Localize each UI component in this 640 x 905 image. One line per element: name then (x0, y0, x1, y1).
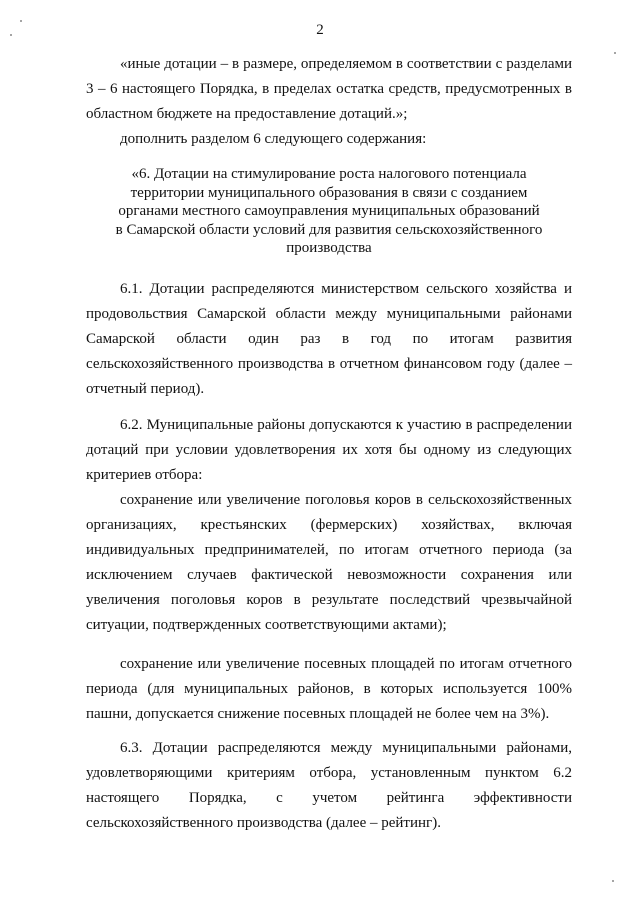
section-heading-line: органами местного самоуправления муниципальных образований (118, 203, 540, 219)
paragraph-6-1: 6.1. Дотации распределяются министерством сельского хозяйства и продовольствия Самарской области между муниципальными районами Самарской области один раз в год по итогам развития сельскохозяйственного производства в отчетном финансовом году (далее – отчетный период). (86, 281, 572, 397)
section-heading-line: «6. Дотации на стимулирование роста налогового потенциала (131, 166, 527, 182)
scan-speck (614, 52, 616, 54)
paragraph-other-subsidies: «иные дотации – в размере, определяемом в соответствии с разделами 3 – 6 настоящего Порядка, в пределах остатка средств, предусмотренных в областном бюджете на предоставление дотаций.»; (86, 56, 572, 122)
paragraph-6-3: 6.3. Дотации распределяются между муниципальными районами, удовлетворяющими критериям отбора, установленным пунктом 6.2 настоящего Порядка, с учетом рейтинга эффективности сельскохозяйственного производства (далее – рейтинг). (86, 740, 572, 831)
paragraph-6-2: 6.2. Муниципальные районы допускаются к участию в распределении дотаций при условии удовлетворения их хотя бы одному из следующих критериев отбора: (86, 417, 572, 483)
page-number: 2 (316, 22, 324, 38)
paragraph-criterion-areas: сохранение или увеличение посевных площадей по итогам отчетного периода (для муниципальных районов, в которых используется 100% пашни, допускается снижение посевных площадей не более чем на 3%). (86, 656, 572, 722)
paragraph-add-section: дополнить разделом 6 следующего содержания: (120, 131, 427, 147)
scan-speck (20, 20, 22, 22)
section-heading-line: в Самарской области условий для развития сельскохозяйственного (115, 221, 543, 238)
section-heading-line: производства (286, 240, 372, 256)
scan-speck (612, 880, 614, 882)
scan-speck (10, 34, 12, 36)
section-heading (86, 165, 572, 258)
paragraph-criterion-cows: сохранение или увеличение поголовья коров в сельскохозяйственных организациях, крестьянских (фермерских) хозяйствах, включая индивидуальных предпринимателей, по итогам отчетного периода (за исключением случаев фактической невозможности сохранения или увеличения поголовья коров в результате последствий чрезвычайной ситуации, подтвержденных соответствующими актами); (86, 492, 572, 633)
section-heading-line: территории муниципального образования в связи с созданием (130, 184, 528, 201)
